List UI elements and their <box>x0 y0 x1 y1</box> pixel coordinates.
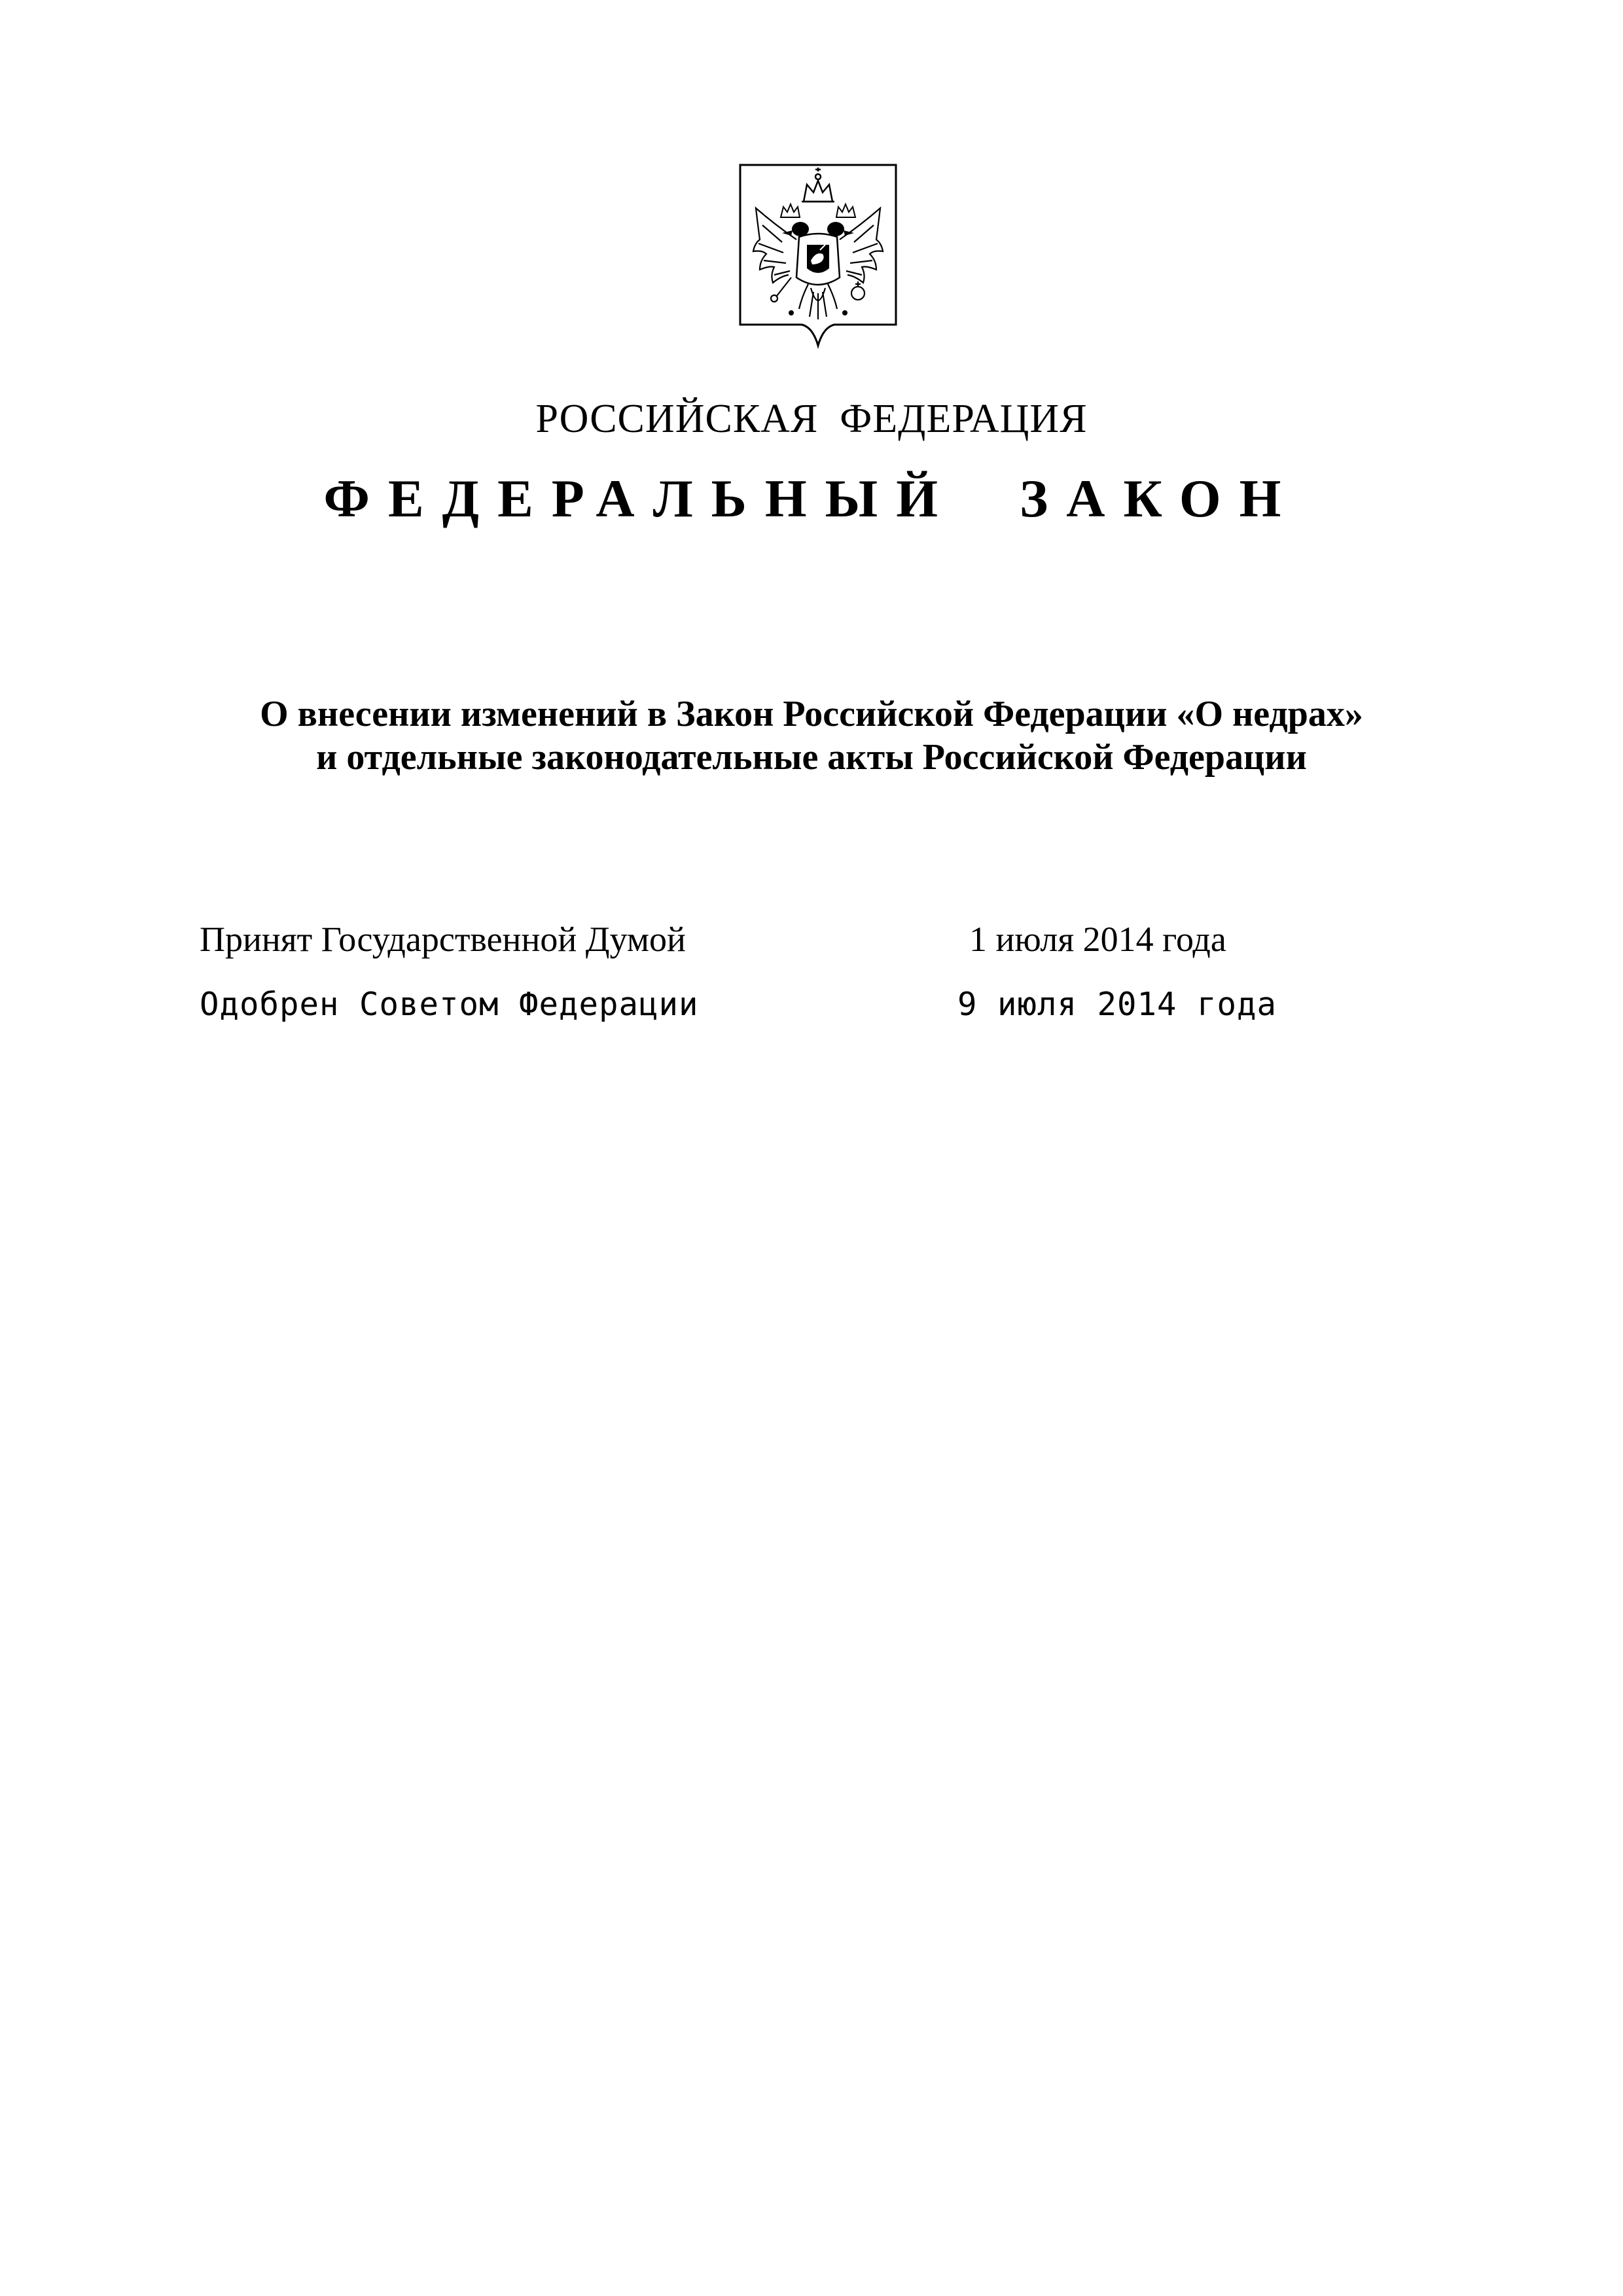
document-type-heading: ФЕДЕРАЛЬНЫЙ ЗАКОН <box>323 469 1300 528</box>
coat-of-arms-icon <box>736 162 900 352</box>
country-name: РОССИЙСКАЯ ФЕДЕРАЦИЯ <box>535 397 1088 441</box>
law-title-line-1: О внесении изменений в Закон Российской Федерации «О недрах» <box>260 694 1363 734</box>
adoption-date: 1 июля 2014 года <box>969 920 1226 959</box>
adoption-row-duma <box>200 916 1443 969</box>
adoption-label: Одобрен Советом Федерации <box>200 986 699 1023</box>
law-title <box>0 692 1623 779</box>
adoption-row-council <box>200 982 1443 1034</box>
adoption-label: Принят Государственной Думой <box>200 920 686 959</box>
law-title-line-2: и отдельные законодательные акты Российской Федерации <box>316 737 1307 778</box>
adoption-date: 9 июля 2014 года <box>957 986 1277 1023</box>
